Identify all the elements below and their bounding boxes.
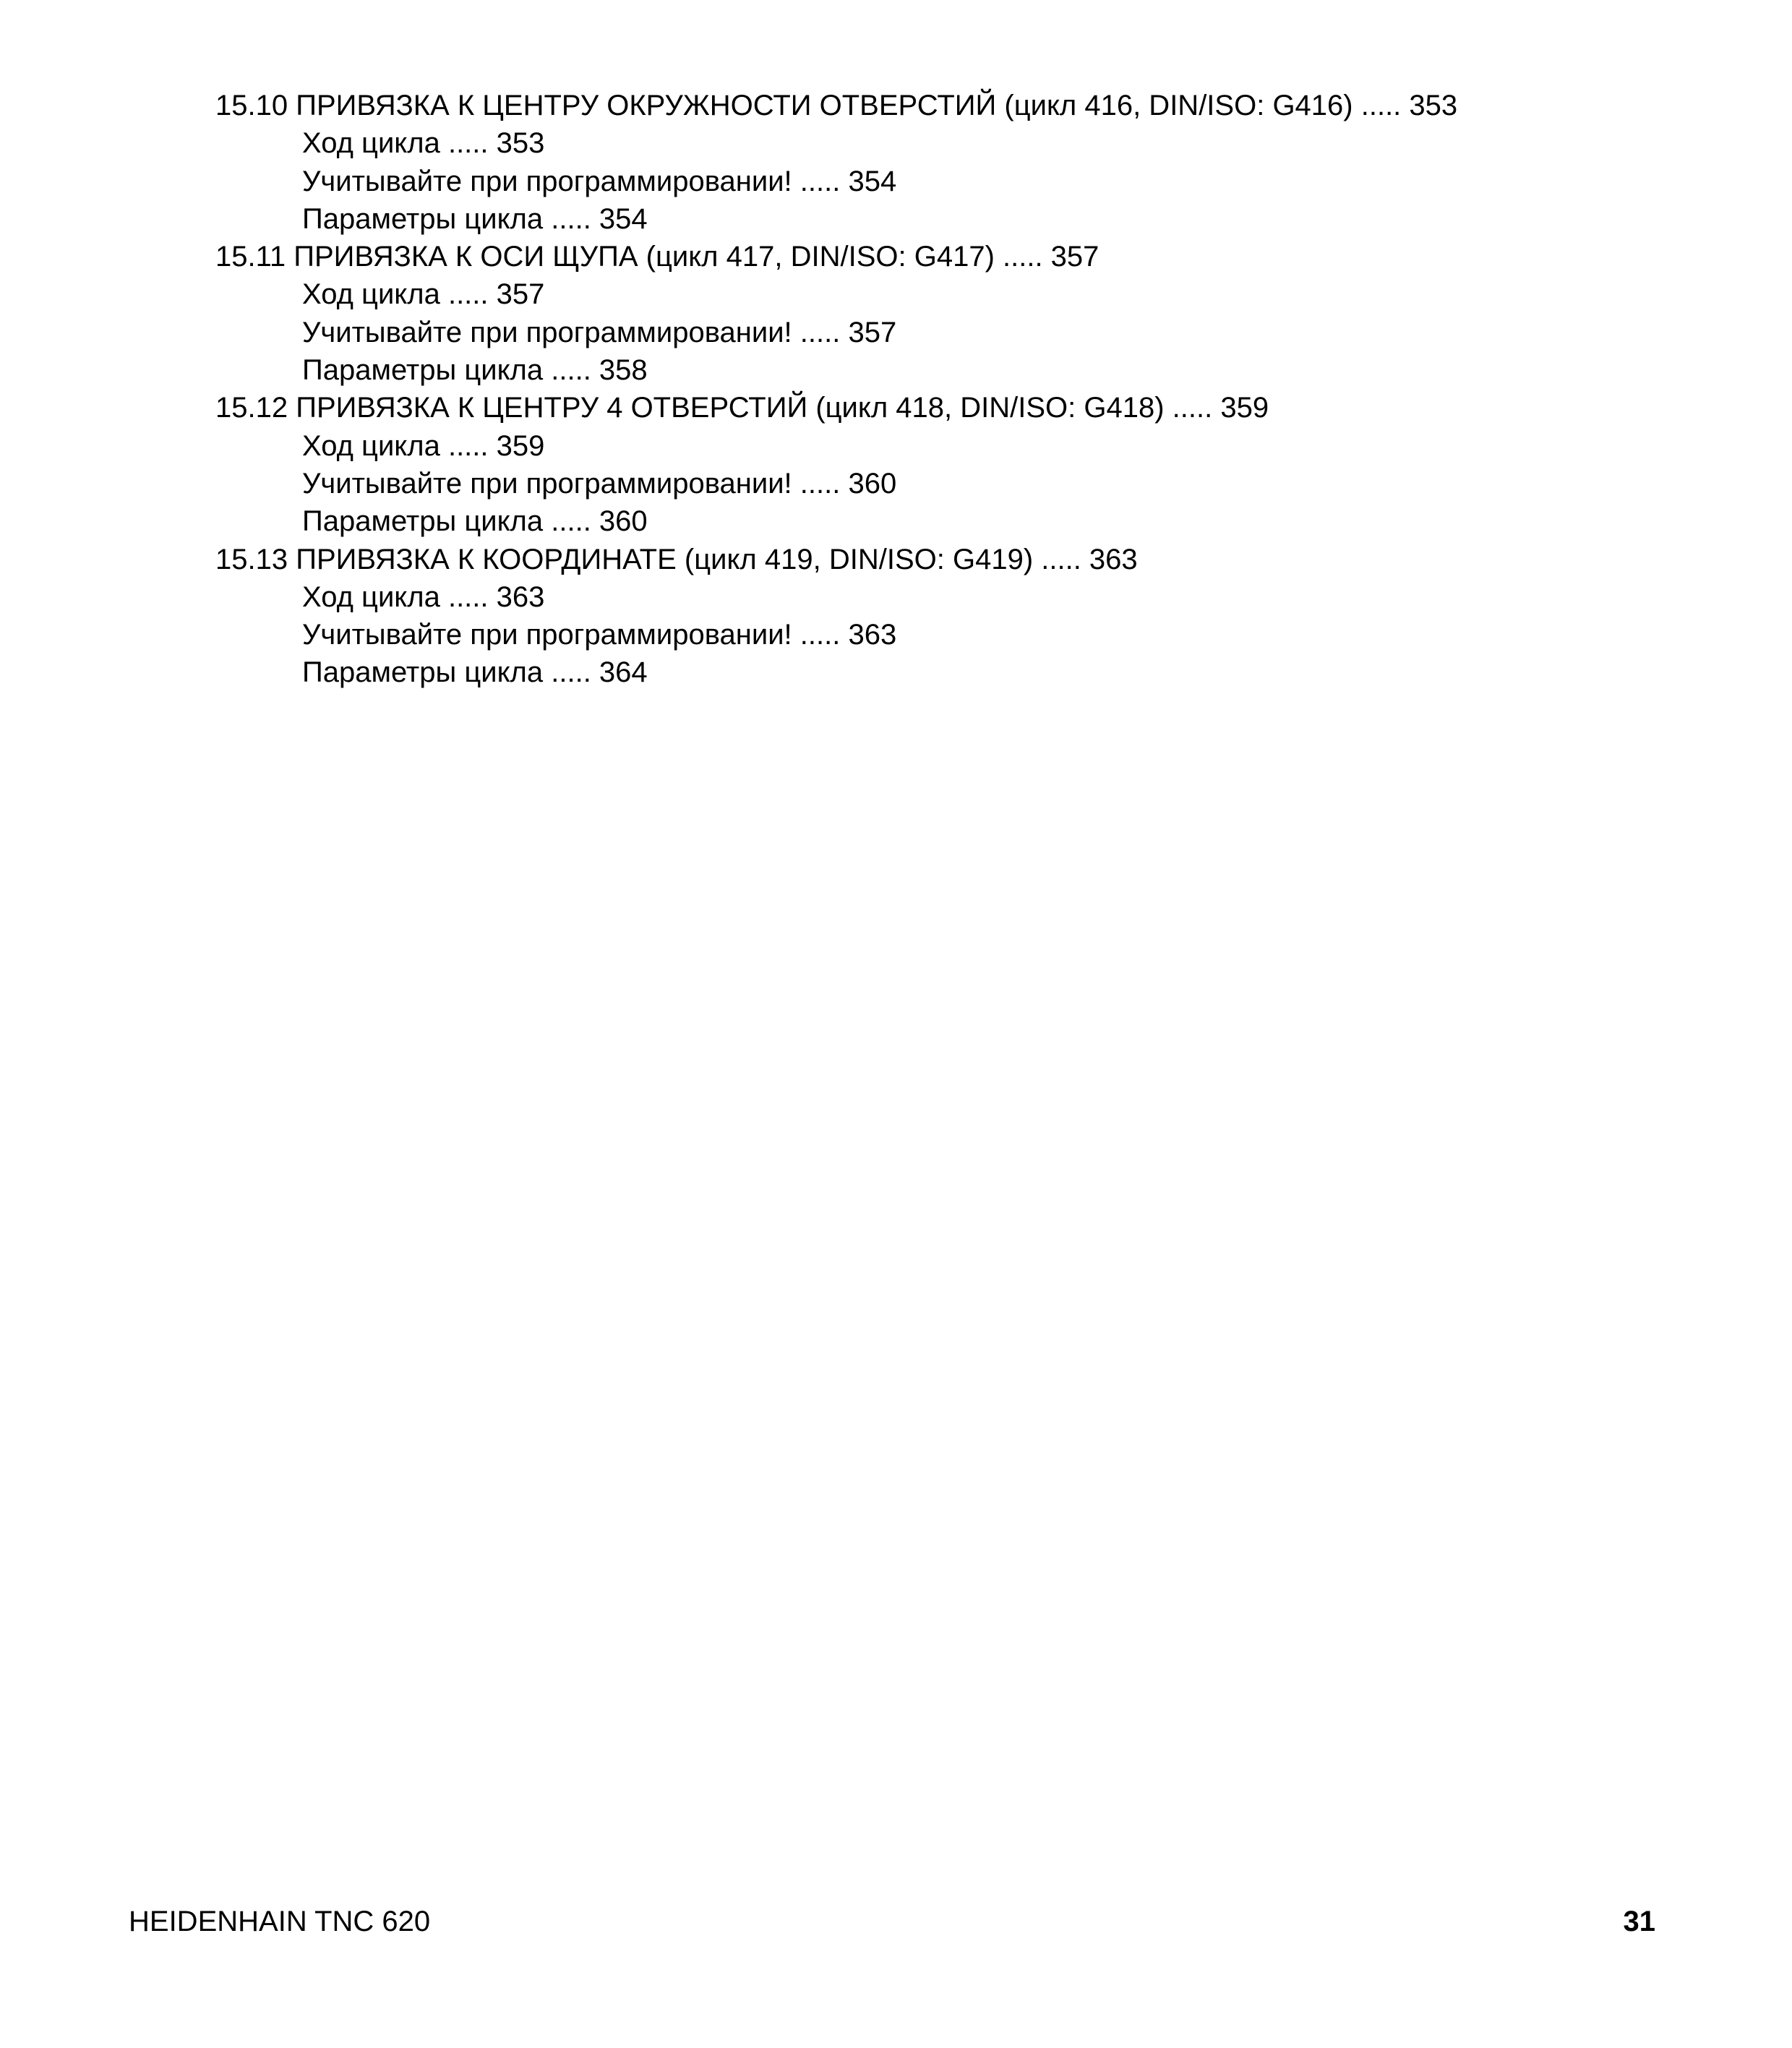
toc-entry[interactable]: Параметры цикла ..... 360 <box>302 505 648 538</box>
toc-section-15-11[interactable]: 15.11 ПРИВЯЗКА К ОСИ ЩУПА (цикл 417, DIN/ISO: G417) ..... 357 <box>215 241 1099 273</box>
footer-page-number: 31 <box>1623 1906 1655 1937</box>
toc-entry[interactable]: Ход цикла ..... 357 <box>302 278 545 311</box>
toc-entry[interactable]: Учитывайте при программировании! ..... 360 <box>302 467 897 500</box>
toc-entry[interactable]: Учитывайте при программировании! ..... 354 <box>302 165 897 197</box>
toc-entry[interactable]: Параметры цикла ..... 364 <box>302 656 648 689</box>
toc-section-15-13[interactable]: 15.13 ПРИВЯЗКА К КООРДИНАТЕ (цикл 419, DIN/ISO: G419) ..... 363 <box>215 543 1138 575</box>
toc-entry[interactable]: Учитывайте при программировании! ..... 357 <box>302 316 897 348</box>
toc-section-15-12[interactable]: 15.12 ПРИВЯЗКА К ЦЕНТРУ 4 ОТВЕРСТИЙ (цикл 418, DIN/ISO: G418) ..... 359 <box>215 392 1269 424</box>
toc-entry[interactable]: Ход цикла ..... 359 <box>302 429 545 462</box>
table-of-contents <box>215 87 1589 692</box>
toc-entry[interactable]: Ход цикла ..... 363 <box>302 580 545 613</box>
toc-section-15-10[interactable]: 15.10 ПРИВЯЗКА К ЦЕНТРУ ОКРУЖНОСТИ ОТВЕРСТИЙ (цикл 416, DIN/ISO: G416) ..... 353 <box>215 90 1458 121</box>
toc-entry[interactable]: Ход цикла ..... 353 <box>302 127 545 160</box>
toc-entry[interactable]: Параметры цикла ..... 358 <box>302 354 648 387</box>
toc-entry[interactable]: Параметры цикла ..... 354 <box>302 202 648 235</box>
footer-product-name: HEIDENHAIN TNC 620 <box>129 1906 431 1937</box>
toc-entry[interactable]: Учитывайте при программировании! ..... 363 <box>302 619 897 651</box>
